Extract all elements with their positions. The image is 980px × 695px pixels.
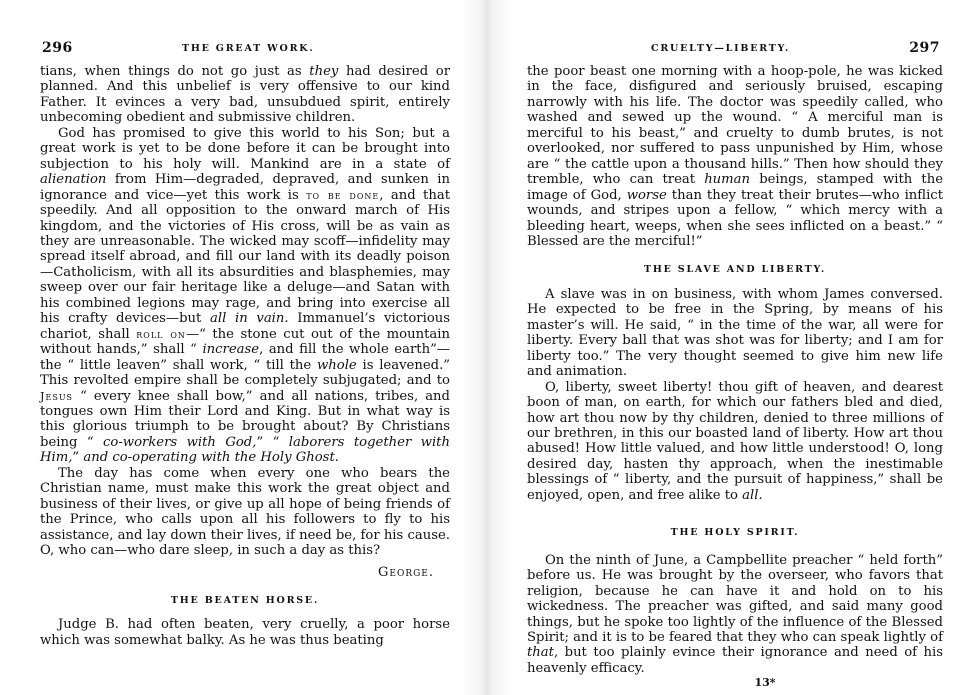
paragraph-slave: A slave was in on business, with whom James conversed. He expected to be free in the Spring, by means of his master’s will. He said, “ in the time of the war, all were for liberty. Every ball that was shot was for liberty; and I am for liberty too.” The very thought seemed to give him new life and animation. bbox=[527, 286, 943, 380]
paragraph-judge-b: Judge B. had often beaten, very cruelly, a poor horse which was somewhat balky. As he was thus beating bbox=[40, 617, 450, 648]
signature: George. bbox=[377, 564, 434, 580]
page-number-right: 297 bbox=[909, 40, 940, 56]
running-header-right bbox=[527, 40, 943, 60]
italic-run: that bbox=[527, 645, 554, 661]
text-run: ” bbox=[72, 450, 84, 466]
text-run: God has promised to give this world to his Son; but a great work is yet to be done before it can be brought into subjection to his holy will. Mankind are in a state of bbox=[40, 125, 450, 172]
text-run: O, liberty, sweet liberty! thou gift of heaven, and dearest boon of man, on earth, for which our fathers bled and died, how art thou now by thy children, denied to three millions of our brethren, in this our boasted land of liberty. How art thou abused! How little valued, and how little understood! O, long desired day, hasten thy approach, when the inestimable blessings of “ liberty, and the pursuit of happiness,” shall be enjoyed, open, and free alike to bbox=[527, 379, 943, 503]
paragraph-campbellite-preacher bbox=[527, 553, 943, 677]
right-page bbox=[527, 0, 943, 695]
paragraph-great-work bbox=[40, 126, 450, 466]
italic-run: laborers together with Him, bbox=[40, 434, 450, 466]
italic-run: they bbox=[309, 64, 339, 79]
italic-run: co-workers with God, bbox=[103, 434, 257, 450]
paragraph-unbelief bbox=[40, 64, 450, 126]
section-heading-beaten-horse: THE BEATEN HORSE. bbox=[170, 594, 320, 606]
text-run: , but too plainly evince their ignorance and need of his heavenly efficacy. bbox=[527, 645, 943, 676]
signature-mark bbox=[527, 675, 943, 690]
paragraph-the-day-has-come: The day has come when every one who bears the Christian name, must make this work the great object and business of their lives, or give up all hope of being friends of the Prince, who calls upon all his followers to fly to his assistance, and lay down their lives, if need be, for his cause. O, who can—who dare sleep, in such a day as this? bbox=[40, 465, 450, 559]
paragraph-poor-beast bbox=[527, 64, 943, 249]
text-run: is leavened.” This revolted empire shall be completely subjugated; and to bbox=[40, 357, 451, 389]
section-heading-holy-spirit: THE HOLY SPIRIT. bbox=[670, 527, 800, 539]
italic-run: alienation bbox=[40, 172, 107, 188]
right-page-body bbox=[527, 64, 943, 691]
italic-run: all in vain. bbox=[210, 311, 289, 327]
text-run: On the ninth of June, a Campbellite preacher “ held forth” before us. He was brought by the overseer, who favors that religion, because he can have it and hold on to his wickedness. The preacher was gifted, and said many good things, but he spoke too lightly of the influence of the Blessed Spirit; and it is to be feared that they who can speak lightly of bbox=[527, 552, 943, 645]
running-title-left: THE GREAT WORK. bbox=[182, 43, 315, 54]
signature-mark-text: 13* bbox=[754, 676, 776, 690]
running-title-right: CRUELTY—LIBERTY. bbox=[651, 43, 791, 54]
text-run: than they treat their brutes—who inflict wounds, and stripes upon a fellow, “ which mercy with a bleeding heart, weeps, when she sees inflicted on a beast.” “ Blessed are the merciful!” bbox=[527, 187, 943, 249]
text-run: “ every knee shall bow,” and all nations, tribes, and tongues own Him their Lord and King. But in what way is this glorious triumph to be brought about? By Christians being “ bbox=[40, 388, 450, 450]
text-run: —“ the stone cut out of the mountain without hands,” shall “ bbox=[40, 326, 450, 358]
small-caps-run: Jesus bbox=[40, 389, 74, 403]
small-caps-run: to be done bbox=[306, 188, 380, 202]
left-page-body bbox=[40, 64, 450, 648]
book-gutter bbox=[462, 0, 512, 695]
page-number-left: 296 bbox=[42, 40, 73, 56]
text-run: from Him—degraded, depraved, and sunken in ignorance and vice—yet this work is bbox=[40, 172, 450, 203]
italic-run: human bbox=[704, 172, 751, 188]
text-run: , and fill the whole earth”—the “ little leaven” shall work, “ till the bbox=[40, 342, 450, 373]
italic-run: all. bbox=[742, 487, 763, 503]
paragraph-o-liberty bbox=[527, 380, 943, 504]
italic-run: worse bbox=[626, 187, 667, 203]
text-run: , and that speedily. And all opposition to the onward march of His kingdom, and the victories of His cross, will be as vain as they are unreasonable. The wicked may scoff—infidelity may spread itself abroad, and fill our land with its deadly poison—Catholicism, with all its absurdities and blasphemies, may sweep over our fair heritage like a deluge—and Satan with his combined legions may rage, and bring into exercise all his crafty devices—but bbox=[40, 187, 451, 327]
text-run: had desired or planned. And this unbelief is very offensive to our kind Father. It evinces a very bad, unsubdued spirit, entirely unbecoming obedient and submissive children. bbox=[40, 64, 450, 126]
text-run: the poor beast one morning with a hoop-pole, he was kicked in the face, disfigured and seriously bruised, escaping narrowly with his life. The doctor was speedily called, who washed and sewed up the wound. “ A merciful man is merciful to his beast,” and cruelty to dumb brutes, is not overlooked, nor suffered to pass unpunished by Him, whose are “ the cattle upon a thousand hills.” Then how should they tremble, who can treat bbox=[527, 64, 943, 188]
section-heading-slave-and-liberty: THE SLAVE AND LIBERTY. bbox=[644, 264, 826, 276]
italic-run: and co-operating with the Holy Ghost. bbox=[83, 450, 339, 466]
text-run: tians, when things do not go just as bbox=[40, 64, 310, 79]
italic-run: whole bbox=[316, 357, 357, 373]
small-caps-run: roll on bbox=[136, 327, 186, 341]
text-run: ” “ bbox=[256, 434, 289, 450]
text-run: beings, stamped with the image of God, bbox=[527, 172, 943, 203]
text-run: Immanuel’s victorious chariot, shall bbox=[40, 311, 451, 342]
italic-run: increase bbox=[202, 342, 260, 358]
left-page bbox=[40, 0, 450, 695]
running-header-left bbox=[40, 40, 450, 60]
